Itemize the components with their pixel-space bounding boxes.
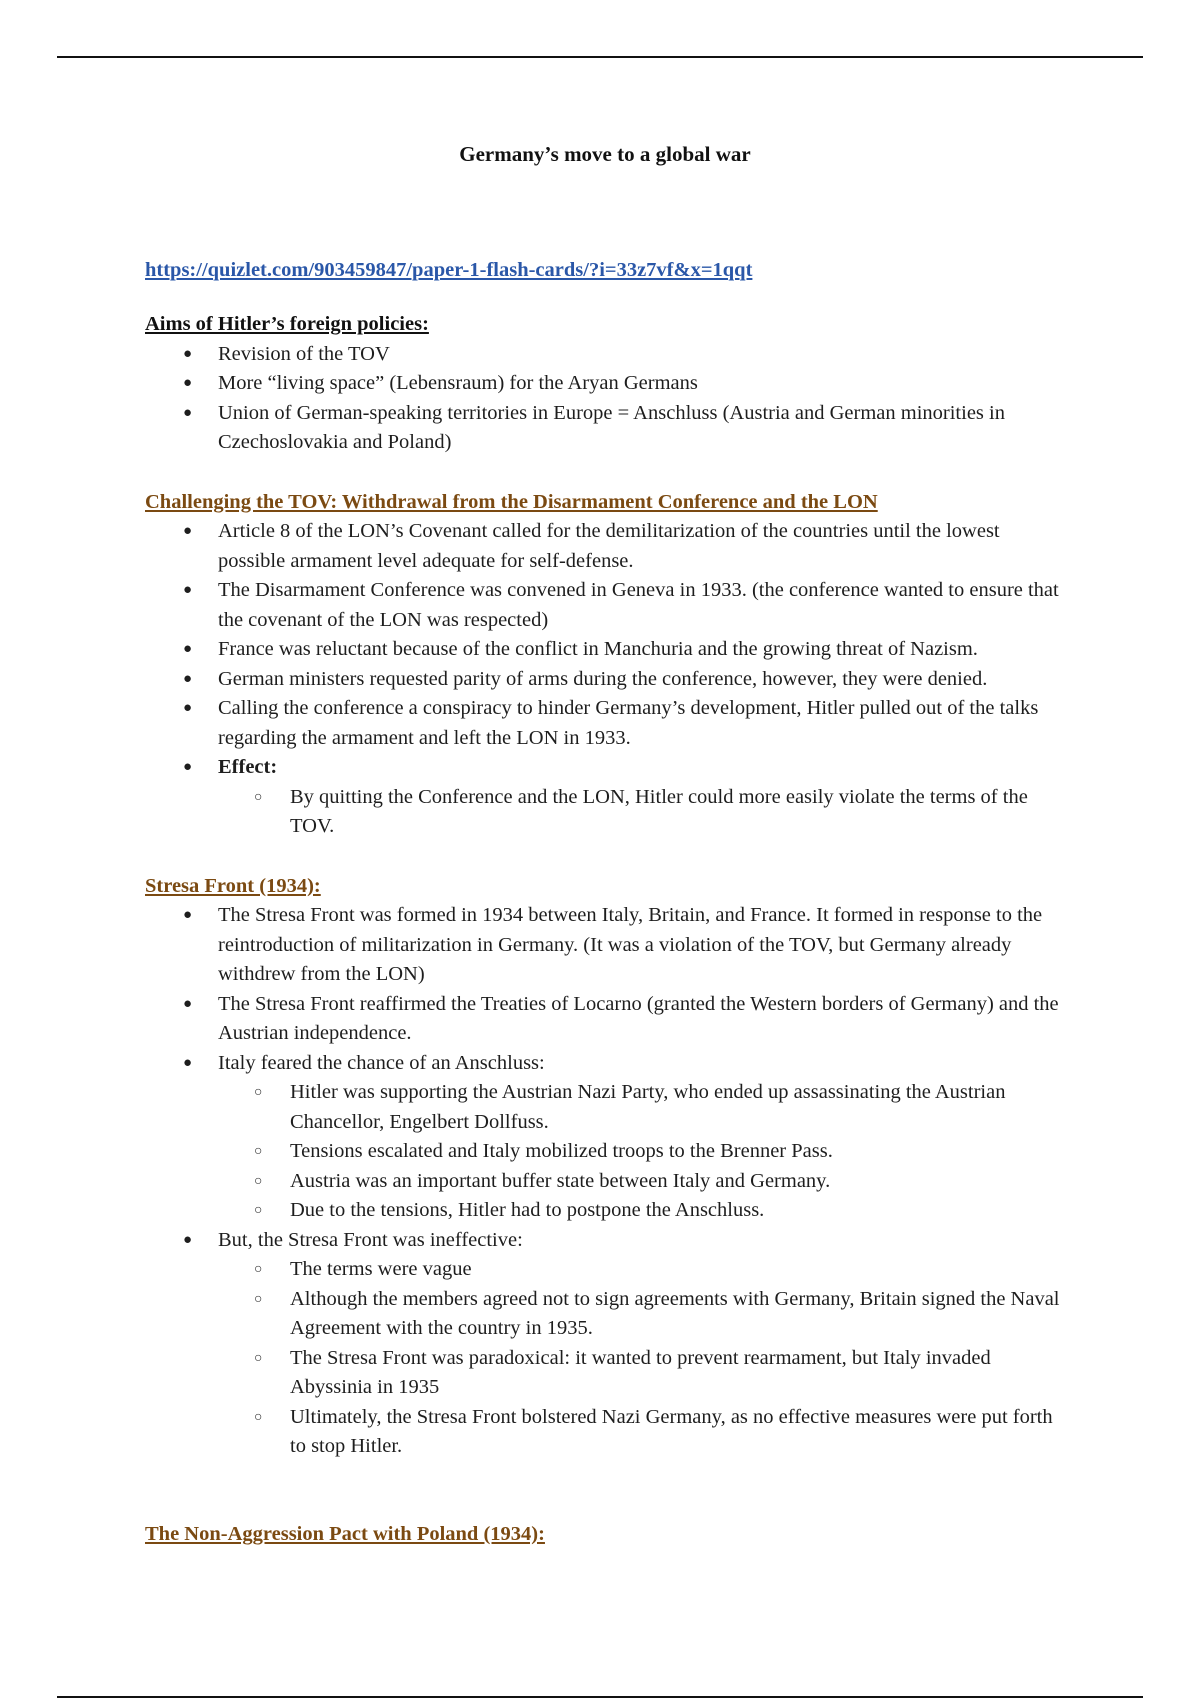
bullet-icon: ● [183, 670, 193, 687]
stresa-front-heading: Stresa Front (1934): [145, 874, 321, 897]
bullet-icon: ● [183, 759, 193, 775]
document-title: Germany’s move to a global war [459, 142, 751, 166]
hollow-bullet-icon: ○ [254, 1173, 263, 1189]
hollow-bullet-icon: ○ [254, 1144, 263, 1159]
bullet-icon: ● [183, 641, 193, 657]
hollow-bullet-icon: ○ [254, 1085, 263, 1100]
hollow-bullet-icon: ○ [254, 1291, 263, 1307]
bullet-icon: ● [183, 995, 193, 1012]
bullet-icon: ● [183, 907, 193, 923]
hollow-bullet-icon: ○ [254, 1350, 263, 1366]
quizlet-link[interactable]: https://quizlet.com/903459847/paper-1-flash-cards/?i=33z7vf&x=1qqt [145, 258, 753, 281]
list-item: ● The Disarmament Conference was convened in Geneva in 1933. (the conference wanted to ensure that the covenant of the LON was respected) [145, 576, 1065, 635]
bullet-icon: ● [183, 700, 193, 716]
bullet-icon: ● [183, 582, 193, 598]
sub-list-item: ○ Hitler was supporting the Austrian Nazi Party, who ended up assassinating the Austrian Chancellor, Engelbert Dollfuss. [218, 1078, 1065, 1137]
list-item: ● Calling the conference a conspiracy to hinder Germany’s development, Hitler pulled out of the talks regarding the armament and left the LON in 1933. [145, 694, 1065, 753]
list-item: ● Union of German-speaking territories in Europe = Anschluss (Austria and German minorities in Czechoslovakia and Poland) [145, 399, 1065, 458]
aims-heading: Aims of Hitler’s foreign policies: [145, 313, 429, 335]
effect-label: Effect: [218, 756, 278, 778]
list-item: ● Revision of the TOV [145, 340, 1065, 370]
effect-sublist [218, 783, 1065, 842]
list-item-ineffective [145, 1226, 1065, 1462]
ineffective-label: But, the Stresa Front was ineffective: [218, 1228, 523, 1251]
list-item: ● The Stresa Front was formed in 1934 between Italy, Britain, and France. It formed in response to the reintroduction of militarization in Germany. (It was a violation of the TOV, but Germany already withdrew from the LON) [145, 901, 1065, 990]
bullet-icon: ● [183, 1054, 193, 1071]
list-item: ● France was reluctant because of the conflict in Manchuria and the growing threat of Nazism. [145, 635, 1065, 665]
sub-list-item: ○ Austria was an important buffer state between Italy and Germany. [218, 1167, 1065, 1197]
sub-list-item: ○ Ultimately, the Stresa Front bolstered Nazi Germany, as no effective measures were put forth to stop Hitler. [218, 1403, 1065, 1462]
list-item: ● The Stresa Front reaffirmed the Treaties of Locarno (granted the Western borders of Germany) and the Austrian independence. [145, 990, 1065, 1049]
hollow-bullet-icon: ○ [254, 1262, 263, 1277]
italy-sublist [218, 1078, 1065, 1226]
bottom-divider [57, 1696, 1143, 1698]
hollow-bullet-icon: ○ [254, 1203, 263, 1218]
hollow-bullet-icon: ○ [254, 789, 263, 805]
bullet-icon: ● [183, 404, 193, 421]
sub-list-item: ○ Although the members agreed not to sign agreements with Germany, Britain signed the Naval Agreement with the country in 1935. [218, 1285, 1065, 1344]
list-item: ● Article 8 of the LON’s Covenant called for the demilitarization of the countries until the lowest possible armament level adequate for self-defense. [145, 517, 1065, 576]
sub-list-item: ○ By quitting the Conference and the LON, Hitler could more easily violate the terms of the TOV. [218, 783, 1065, 842]
list-item: ● German ministers requested parity of arms during the conference, however, they were denied. [145, 665, 1065, 695]
sub-list-item: ○ Due to the tensions, Hitler had to postpone the Anschluss. [218, 1196, 1065, 1226]
challenging-tov-heading: Challenging the TOV: Withdrawal from the Disarmament Conference and the LON [145, 490, 878, 513]
hollow-bullet-icon: ○ [254, 1409, 263, 1425]
bullet-icon: ● [183, 1231, 193, 1248]
sub-list-item: ○ The Stresa Front was paradoxical: it wanted to prevent rearmament, but Italy invaded Abyssinia in 1935 [218, 1344, 1065, 1403]
non-aggression-pact-heading: The Non-Aggression Pact with Poland (1934): [145, 1522, 545, 1545]
list-item: ● More “living space” (Lebensraum) for the Aryan Germans [145, 369, 1065, 399]
sub-list-item: ○ Tensions escalated and Italy mobilized troops to the Brenner Pass. [218, 1137, 1065, 1167]
document-page [145, 140, 1065, 1549]
aims-list [145, 340, 1065, 458]
ineffective-sublist [218, 1255, 1065, 1462]
bullet-icon: ● [183, 375, 193, 391]
top-divider [57, 56, 1143, 58]
challenging-list [145, 517, 1065, 842]
list-item-italy [145, 1049, 1065, 1226]
bullet-icon: ● [183, 345, 193, 362]
sub-list-item: ○ The terms were vague [218, 1255, 1065, 1285]
list-item-effect [145, 753, 1065, 842]
bullet-icon: ● [183, 523, 193, 539]
stresa-list [145, 901, 1065, 1462]
italy-label: Italy feared the chance of an Anschluss: [218, 1051, 545, 1074]
